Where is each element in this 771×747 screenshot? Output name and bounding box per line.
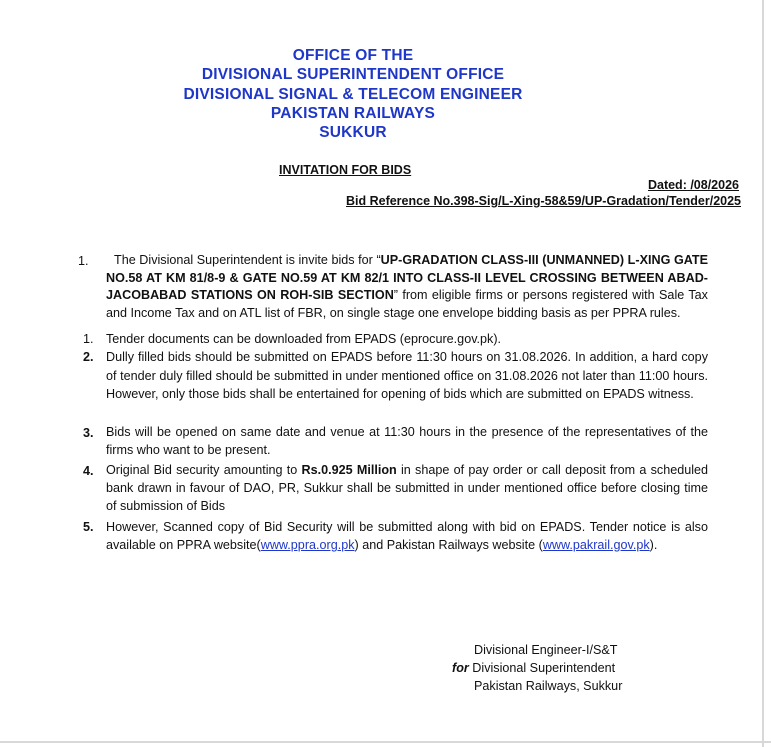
list-item-invitation <box>106 252 708 322</box>
list-item-scanned-copy <box>106 518 708 554</box>
page-bottom-edge <box>0 741 771 743</box>
signature-for-line <box>452 659 622 677</box>
letterhead-line-city: SUKKUR <box>319 124 387 142</box>
item-text: The Divisional Superintendent is invite bids for “ <box>114 253 381 267</box>
item-number: 3. <box>83 426 94 440</box>
item-text: ) and Pakistan Railways website ( <box>354 538 543 552</box>
list-item-opening: Bids will be opened on same date and venue at 11:30 hours in the presence of the representatives of the firms who want to be present. <box>106 425 708 457</box>
pakrail-website-link[interactable]: www.pakrail.gov.pk <box>542 538 650 552</box>
item-work-title: UP-GRADATION CLASS-III (UNMANNED) L-XING GATE NO.58 AT KM 81/8-9 & GATE NO.59 AT KM 82/1 INTO CLASS-II LEVEL CROSSING BETWEEN ABAD-JACOBABAD STATIONS ON ROH-SIB SECTION <box>106 253 709 303</box>
list-item-bid-security <box>106 462 708 515</box>
document-title: INVITATION FOR BIDS <box>279 163 412 177</box>
letterhead-line-ds-office: DIVISIONAL SUPERINTENDENT OFFICE <box>201 66 505 84</box>
item-text: However, Scanned copy of Bid Security will be submitted along with bid on EPADS. Tender notice is also available on PPRA website( <box>106 520 708 552</box>
signature-designation: Divisional Engineer-I/S&T <box>474 643 618 657</box>
bid-security-amount: Rs.0.925 Million <box>301 463 397 477</box>
item-number: 1. <box>83 332 94 346</box>
item-text: ). <box>649 538 658 552</box>
signature-block <box>452 641 622 695</box>
item-number: 4. <box>83 464 94 478</box>
letterhead-line-office: OFFICE OF THE <box>292 47 414 64</box>
letterhead <box>0 46 706 142</box>
signature-office: Divisional Superintendent <box>468 661 616 675</box>
letterhead-line-railways: PAKISTAN RAILWAYS <box>270 104 436 122</box>
item-text: in shape of pay order or call deposit from a scheduled bank drawn in favour of DAO, PR, Sukkur shall be submitted in under mentioned office before closing time of submission of Bids <box>106 463 709 513</box>
list-item-documents: Tender documents can be downloaded from EPADS (eprocure.gov.pk). <box>106 332 502 346</box>
item-text: ” from eligible firms or persons registered with Sale Tax and Income Tax and on ATL list of FBR, on single stage one envelope bidding basis as per PPRA rules. <box>106 288 708 320</box>
signature-organization: Pakistan Railways, Sukkur <box>474 679 623 693</box>
item-number: 5. <box>83 520 94 534</box>
date-line: Dated: /08/2026 <box>647 178 739 192</box>
ppra-website-link[interactable]: www.ppra.org.pk <box>260 538 355 552</box>
bid-reference: Bid Reference No.398-Sig/L-Xing-58&59/UP-Gradation/Tender/2025 <box>345 194 741 208</box>
list-item-submission: Dully filled bids should be submitted on EPADS before 11:30 hours on 31.08.2026. In addition, a hard copy of tender duly filled should be submitted in under mentioned office on 31.08.2026 not later than 11:00 hours. However, only those bids shall be entertained for opening of bids which are submitted on EPADS witness. <box>106 350 708 402</box>
item-text: Original Bid security amounting to <box>106 463 302 477</box>
item-number: 1. <box>78 254 89 268</box>
letterhead-line-dste: DIVISIONAL SIGNAL & TELECOM ENGINEER <box>183 85 523 103</box>
item-number: 2. <box>83 350 94 364</box>
signature-for-word: for <box>452 661 469 675</box>
page-edge <box>762 0 764 747</box>
